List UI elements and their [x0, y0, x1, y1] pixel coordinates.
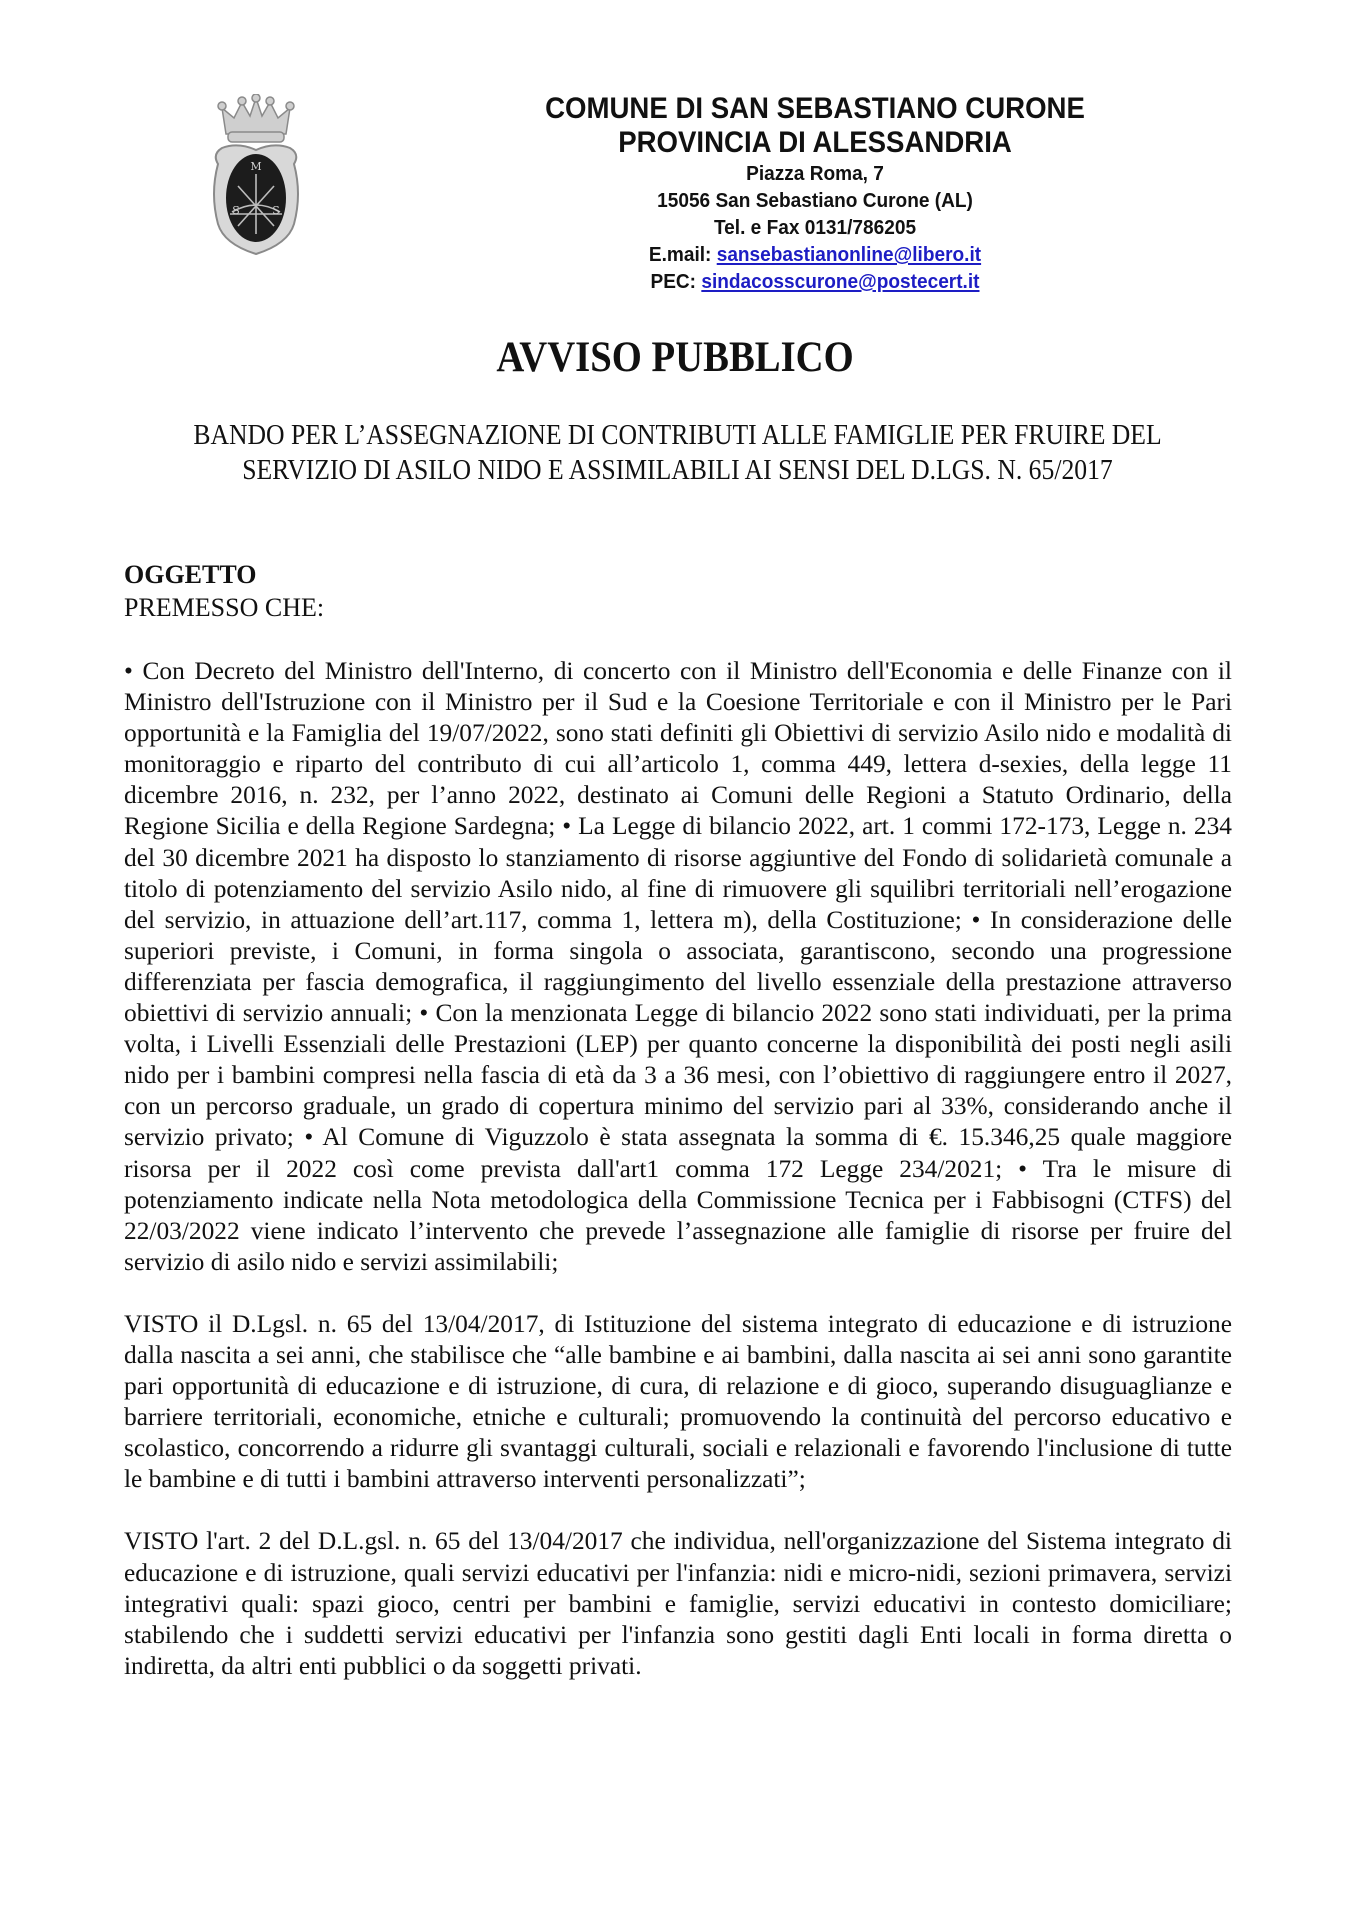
pec-label: PEC: [650, 270, 697, 293]
svg-text:S: S [272, 204, 280, 217]
address: Piazza Roma, 7 [746, 162, 884, 185]
email-link[interactable]: sansebastianonline@libero.it [716, 243, 982, 266]
municipality-name: COMUNE DI SAN SEBASTIANO CURONE [545, 92, 1085, 125]
email-label: E.mail: [648, 243, 712, 266]
paragraph-visto-dlgs: VISTO il D.Lgsl. n. 65 del 13/04/2017, di Istituzione del sistema integrato di educazione e di istruzione dalla nascita a sei anni, che stabilisce che “alle bambine e ai bambini, dalla nascita ai sei anni sono garantite pari opportunità di educazione e di istruzione, di cura, di relazione e di gioco, superando disuguaglianze e barriere territoriali, economiche, etniche e culturali; promuovendo la continuità del percorso educativo e scolastico, concorrendo a ridurre gli svantaggi culturali, sociali e relazionali e favorendo l'inclusione di tutte le bambine e di tutti i bambini attraverso interventi personalizzati”; [124, 1309, 1232, 1494]
pec-link[interactable]: sindacosscurone@postecert.it [701, 270, 980, 293]
document-title: AVVISO PUBBLICO [496, 334, 854, 381]
paragraph-visto-art2: VISTO l'art. 2 del D.L.gsl. n. 65 del 13/04/2017 che individua, nell'organizzazione del Sistema integrato di educazione e di istruzione, quali servizi educativi per l'infanzia: nidi e micro-nidi, sezioni primavera, servizi integrativi quali: spazi gioco, centri per bambini e famiglie, servizi educativi in contesto domiciliare; stabilendo che i suddetti servizi educativi per l'infanzia sono gestiti dagli Enti locali in forma diretta o indiretta, da altri enti pubblici o da soggetti privati. [124, 1527, 1232, 1680]
paragraph-premises: • Con Decreto del Ministro dell'Interno, di concerto con il Ministro dell'Economia e delle Finanze con il Ministro dell'Istruzione con il Ministro per il Sud e la Coesione Territoriale e con il Ministro per le Pari opportunità e la Famiglia del 19/07/2022, sono stati definiti gli Obiettivi di servizio Asilo nido e modalità di monitoraggio e riparto del contributo di cui all’articolo 1, comma 449, lettera d-sexies, della legge 11 dicembre 2016, n. 232, per l’anno 2022, destinato ai Comuni delle Regioni a Statuto Ordinario, della Regione Sicilia e della Regione Sardegna; • La Legge di bilancio 2022, art. 1 commi 172-173, Legge n. 234 del 30 dicembre 2021 ha disposto lo stanziamento di risorse aggiuntive del Fondo di solidarietà comunale a titolo di potenziamento del servizio Asilo nido, al fine di rimuovere gli squilibri territoriali nell’erogazione del servizio, in attuazione dell’art.117, comma 1, lettera m), della Costituzione; • In considerazione delle superiori previste, i Comuni, in forma singola o associata, garantiscono, secondo una progressione differenziata per fascia demografica, il raggiungimento del livello essenziale della prestazione attraverso obiettivi di servizio annuali; • Con la menzionata Legge di bilancio 2022 sono stati individuati, per la prima volta, i Livelli Essenziali delle Prestazioni (LEP) per quanto concerne la disponibilità dei posti negli asili nido per i bambini compresi nella fascia di età da 3 a 36 mesi, con l’obiettivo di raggiungere entro il 2027, con un percorso graduale, un grado di copertura minimo del servizio pari al 33%, considerando anche il servizio privato; • Al Comune di Viguzzolo è stata assegnata la somma di €. 15.346,25 quale maggiore risorsa per il 2022 così come prevista dall'art1 comma 172 Legge 234/2021; • Tra le misure di potenziamento indicate nella Nota metodologica della Commissione Tecnica per i Fabbisogni (CTFS) del 22/03/2022 viene indicato l’intervento che prevede l’assegnazione alle famiglie di risorse per fruire del servizio di asilo nido e servizi assimilabili; [124, 657, 1232, 1276]
svg-text:S: S [232, 204, 240, 217]
section-heading: OGGETTO [124, 560, 257, 589]
province-name: PROVINCIA DI ALESSANDRIA [618, 126, 1012, 159]
pec-line [457, 268, 1173, 295]
document-body [124, 656, 1232, 1713]
letterhead [430, 92, 1200, 295]
premise-label: PREMESSO CHE: [124, 593, 325, 622]
city: 15056 San Sebastiano Curone (AL) [657, 189, 973, 212]
document-subtitle: BANDO PER L’ASSEGNAZIONE DI CONTRIBUTI ALLE FAMIGLIE PER FRUIRE DEL SERVIZIO DI ASILO NIDO E ASSIMILABILI AI SENSI DEL D.LGS. N. 65/2017 [193, 420, 1162, 486]
email-line [457, 241, 1173, 268]
phone: Tel. e Fax 0131/786205 [713, 216, 917, 239]
svg-text:M: M [250, 160, 262, 173]
subject-section [124, 558, 324, 624]
coat-of-arms-icon [208, 94, 304, 258]
